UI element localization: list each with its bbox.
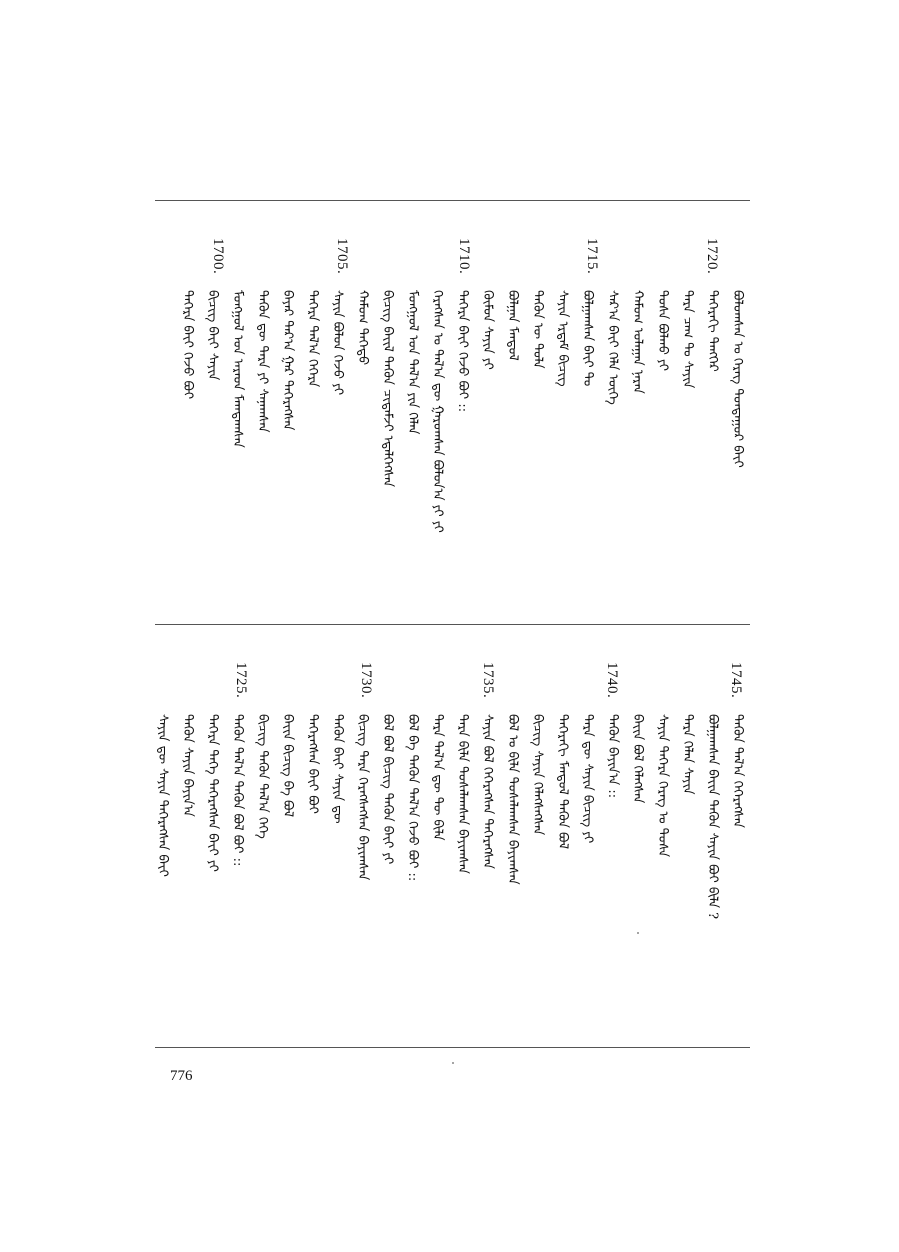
text-line: ᠮᠣᠩᠭᠣᠯ ᠤᠨ ᠲᠠᠯ᠎ᠠ ᠶᠢᠨ ᠬᠡᠯᠡᠨ <box>405 290 420 435</box>
text-line: ᠰᠠᠷ᠎ᠠ ᠪᠠᠶ᠋ᠢ ᠬᠡᠯᠡ ᠦᠭᠡ <box>605 290 620 405</box>
text-line: ᠲᠡᠭᠦᠨ ᠲᠠᠯ᠎ᠠ ᠲᠡᠭᠦᠨ ᠪᠣᠯ ᠪᠤᠢ :: <box>230 714 245 867</box>
text-line: ᠮᠣᠩᠭᠣᠯ ᠤᠨ ᠠᠷᠠᠳ ᠮᠠᠭᠲᠠᠭᠰᠠᠨ <box>230 290 245 448</box>
line-number: 1705. <box>334 238 350 275</box>
text-line: ᠲᠡᠷᠡ ᠬᠡᠯᠡᠨ ᠰᠠᠶᠢᠨ <box>680 714 695 795</box>
text-line: ᠪᠤᠯᠤᠭᠰᠠᠨ ᠤ ᠬᠡᠷᠡᠭ ᠳᠤᠨᠳᠠᠭᠤᠷ ᠪᠠᠶ᠋ᠢ <box>730 290 745 468</box>
text-line: ᠲᠤᠰᠠ ᠪᠣᠯᠬᠤ ᠶᠢ <box>655 290 670 371</box>
line-number: 1745. <box>728 662 744 699</box>
text-line: ᠪᠣᠯᠭᠠᠭᠰᠠᠨ ᠪᠠᠶ᠋ᠢ ᠲᠤ <box>580 290 595 387</box>
text-line: ᠳᠡᠭᠡᠷᠡᠬᠢ ᠲᠡᠩᠭᠡᠷ <box>705 290 720 372</box>
text-line: ᠲᠡᠭᠡᠷᠡ ᠪᠠᠶ᠋ᠢ ᠭᠡᠵᠦ ᠪᠤᠢ <box>180 290 195 400</box>
text-line: ᠲᠡᠭᠦᠨ ᠪᠠᠶ᠋ᠢ ᠰᠠᠶᠢᠨ ᠳᠦ <box>330 714 345 824</box>
text-line: ᠲᠡᠭᠦᠨ ᠦ ᠲᠤᠯᠠ <box>530 290 545 369</box>
line-number: 1730. <box>358 662 374 699</box>
text-line: ᠰᠠᠶᠢᠨ ᠪᠣᠯ ᠬᠡᠭᠡᠷᠡᠭᠰᠡᠨ ᠲᠡᠭᠡᠷᠡᠭᠰᠡᠨ <box>480 714 495 869</box>
scan-speck <box>637 932 639 934</box>
text-line: ᠲᠡᠭᠡᠷᠡᠬᠢ ᠮᠠᠨᠳᠤᠯ ᠲᠡᠭᠦᠨ ᠪᠣᠯ <box>555 714 570 850</box>
text-line: ᠲᠡᠭᠦᠨ ᠰᠠᠶᠢᠨ ᠪᠠᠶᠢᠨ᠎ᠠ <box>180 714 195 817</box>
middle-divider-rule <box>155 624 750 625</box>
text-line: ᠳᠡᠭᠡᠷᠡ ᠲᠠᠯ᠎ᠠ ᠬᠡᠭᠡᠷᠡ <box>305 290 320 388</box>
text-line: ᠲᠡᠭᠦᠨ ᠳᠦ ᠲᠡᠷᠡ ᠶᠢ ᠰᠠᠨᠠᠭᠰᠠᠨ <box>255 290 270 433</box>
text-line: ᠪᠠᠶ᠋ᠢᠨ ᠪᠢᠴᠢᠭ ᠪᠡ ᠪᠣᠯ <box>280 714 295 818</box>
text-line: ᠪᠢᠴᠢᠭ ᠰᠠᠶᠢᠨ ᠬᠡᠯᠡᠭᠰᠡᠭᠰᠡᠨ <box>530 714 545 836</box>
text-line: ᠰᠠᠶᠢᠨ ᠡᠷᠳᠡᠮ ᠪᠢᠴᠢᠭ <box>555 290 570 387</box>
text-line: ᠰᠠᠶᠢᠨ ᠪᠣᠯᠤᠨ ᠭᠡᠵᠦ ᠶᠢ <box>330 290 345 396</box>
line-number: 1720. <box>704 238 720 275</box>
text-line: ᠬᠦᠮᠦᠨ ᠰᠠᠶᠢᠨ ᠶᠢ <box>480 290 495 370</box>
line-number: 1725. <box>233 662 249 699</box>
line-number: 1700. <box>210 238 226 275</box>
text-line: ᠲᠡᠷᠡ ᠳᠦ ᠰᠠᠶᠢᠨ ᠪᠢᠴᠢᠭ ᠶᠢ <box>580 714 595 844</box>
page-number: 776 <box>170 1068 193 1084</box>
text-line: ᠲᠡᠭᠡᠷᠡ ᠪᠠᠶ᠋ᠢ ᠭᠡᠵᠦ ᠪᠤᠢ :: <box>455 290 470 413</box>
text-line: ᠪᠣᠯ ᠤ ᠪᠢᠯᠡ ᠲᠤᠰᠠᠯᠠᠭᠰᠠᠨ ᠪᠠᠶᠢᠭᠰᠠᠨ <box>505 714 520 885</box>
text-line: ᠲᠡᠷᠡ ᠴᠠᠭ ᠲᠤ ᠰᠠᠶᠢᠨ <box>680 290 695 389</box>
text-line: ᠪᠣᠯ ᠪᠣᠯ ᠪᠢᠴᠢᠭ ᠲᠡᠭᠦᠨ ᠪᠠᠶ᠋ᠢ ᠶᠢ <box>380 714 395 865</box>
text-line: ᠰᠠᠶᠢᠨ ᠳᠦ ᠰᠠᠶᠢᠨ ᠲᠡᠭᠡᠷᠡᠭᠰᠡᠨ ᠪᠠᠶ᠋ᠢ <box>155 714 170 877</box>
bottom-divider-rule <box>155 1047 750 1048</box>
line-number: 1710. <box>456 238 472 275</box>
text-line: ᠪᠠᠶ᠋ᠢᠨ ᠪᠣᠯ ᠬᠡᠯᠡᠭᠰᠡᠨ <box>630 714 645 804</box>
text-line: ᠬᠡᠷᠡᠭᠰᠡᠨ ᠤ ᠲᠠᠯ᠎ᠠ ᠳᠦ ᠭᠠᠷᠤᠭᠰᠠᠨ ᠪᠣᠯᠤᠨ᠎ᠠ ᠶᠢ ᠶᠢ <box>430 290 445 533</box>
text-line: ᠲᠡᠭᠦᠨ ᠪᠠᠶᠢᠨ᠎ᠠ :: <box>605 714 620 799</box>
text-line: ᠲᠡᠭᠡᠷᠡᠭᠰᠡᠨ ᠪᠠᠶ᠋ᠢ ᠪᠤᠢ <box>305 714 320 814</box>
text-line: ᠪᠤᠯᠭᠠᠭᠰᠠᠨ ᠪᠠᠶ᠋ᠢᠨ ᠲᠡᠭᠦᠨ ᠰᠠᠶᠢᠨ ᠪᠤᠢ ᠪᠢᠯᠡ ? <box>705 714 720 920</box>
text-line: ᠲᠡᠭᠡᠷᠡ ᠲᠡᠭᠡ ᠲᠡᠭᠡᠷᠡᠭᠰᠡᠨ ᠪᠠᠶ᠋ᠢ ᠶᠢ <box>205 714 220 872</box>
text-line: ᠪᠢᠴᠢᠭ ᠪᠠᠶ᠋ᠢ ᠰᠠᠶᠢᠨ <box>205 290 220 381</box>
text-line: ᠪᠠᠶᠠᠷ ᠲᠠᠷ᠎ᠠ ᠭᠠᠷ ᠲᠡᠭᠡᠷᠡᠭᠰᠡᠨ <box>280 290 295 431</box>
scan-speck <box>452 1062 454 1064</box>
line-number: 1715. <box>584 238 600 275</box>
text-line: ᠪᠤᠯᠭᠠᠨ ᠮᠠᠨᠳᠤᠯ <box>505 290 520 361</box>
top-divider-rule <box>155 200 750 201</box>
text-line: ᠪᠣᠯ ᠪᠡ ᠲᠡᠭᠦᠨ ᠲᠠᠯ᠎ᠠ ᠭᠡᠵᠦ ᠪᠤᠢ :: <box>405 714 420 882</box>
text-line: ᠰᠠᠶᠢᠨ ᠳᠡᠭᠡᠷᠡ ᠬᠡᠷᠡᠭ ᠤ ᠲᠤᠰᠠ <box>655 714 670 858</box>
text-line: ᠪᠢᠴᠢᠭ ᠪᠠᠶ᠋ᠢᠯ ᠲᠡᠭᠦᠨ ᠴᠢᠳᠠᠮᠵᠢ ᠡᠳ᠋ᠡᠯᠭᠡᠭᠰᠡᠨ <box>380 290 395 488</box>
text-line: ᠲᠡᠭᠦᠨ ᠲᠠᠯ᠎ᠠ ᠬᠡᠭᠡᠷᠡᠭᠰᠡᠨ <box>730 714 745 828</box>
text-line: ᠪᠢᠴᠢᠭ ᠲᠡᠷᠡ ᠬᠡᠷᠡᠭᠰᠡᠭᠰᠡᠨ ᠪᠠᠶᠢᠭᠰᠠᠨ <box>355 714 370 881</box>
text-line: ᠲᠡᠷᠡ ᠲᠠᠯ᠎ᠠ ᠳᠦ ᠲᠦ ᠪᠢᠯᠡ <box>430 714 445 841</box>
text-line: ᠲᠡᠷᠡ ᠪᠢᠯᠡ ᠲᠤᠰᠠᠯᠠᠭᠰᠠᠨ ᠪᠠᠶᠢᠭᠰᠠᠨ <box>455 714 470 874</box>
line-number: 1740. <box>604 662 620 699</box>
text-line: ᠬᠠᠮᠤᠭ ᠳᠡᠭᠡᠳᠦ <box>355 290 370 366</box>
text-line: ᠪᠢᠴᠢᠭ ᠲᠡᠭᠦᠨ ᠲᠠᠯ᠎ᠠ ᠬᠡᠭᠡ <box>255 714 270 839</box>
line-number: 1735. <box>480 662 496 699</box>
text-line: ᠬᠠᠮᠤᠭ ᠤᠯᠠᠭᠠᠨ ᠨᠠᠷᠠᠨ <box>630 290 645 394</box>
